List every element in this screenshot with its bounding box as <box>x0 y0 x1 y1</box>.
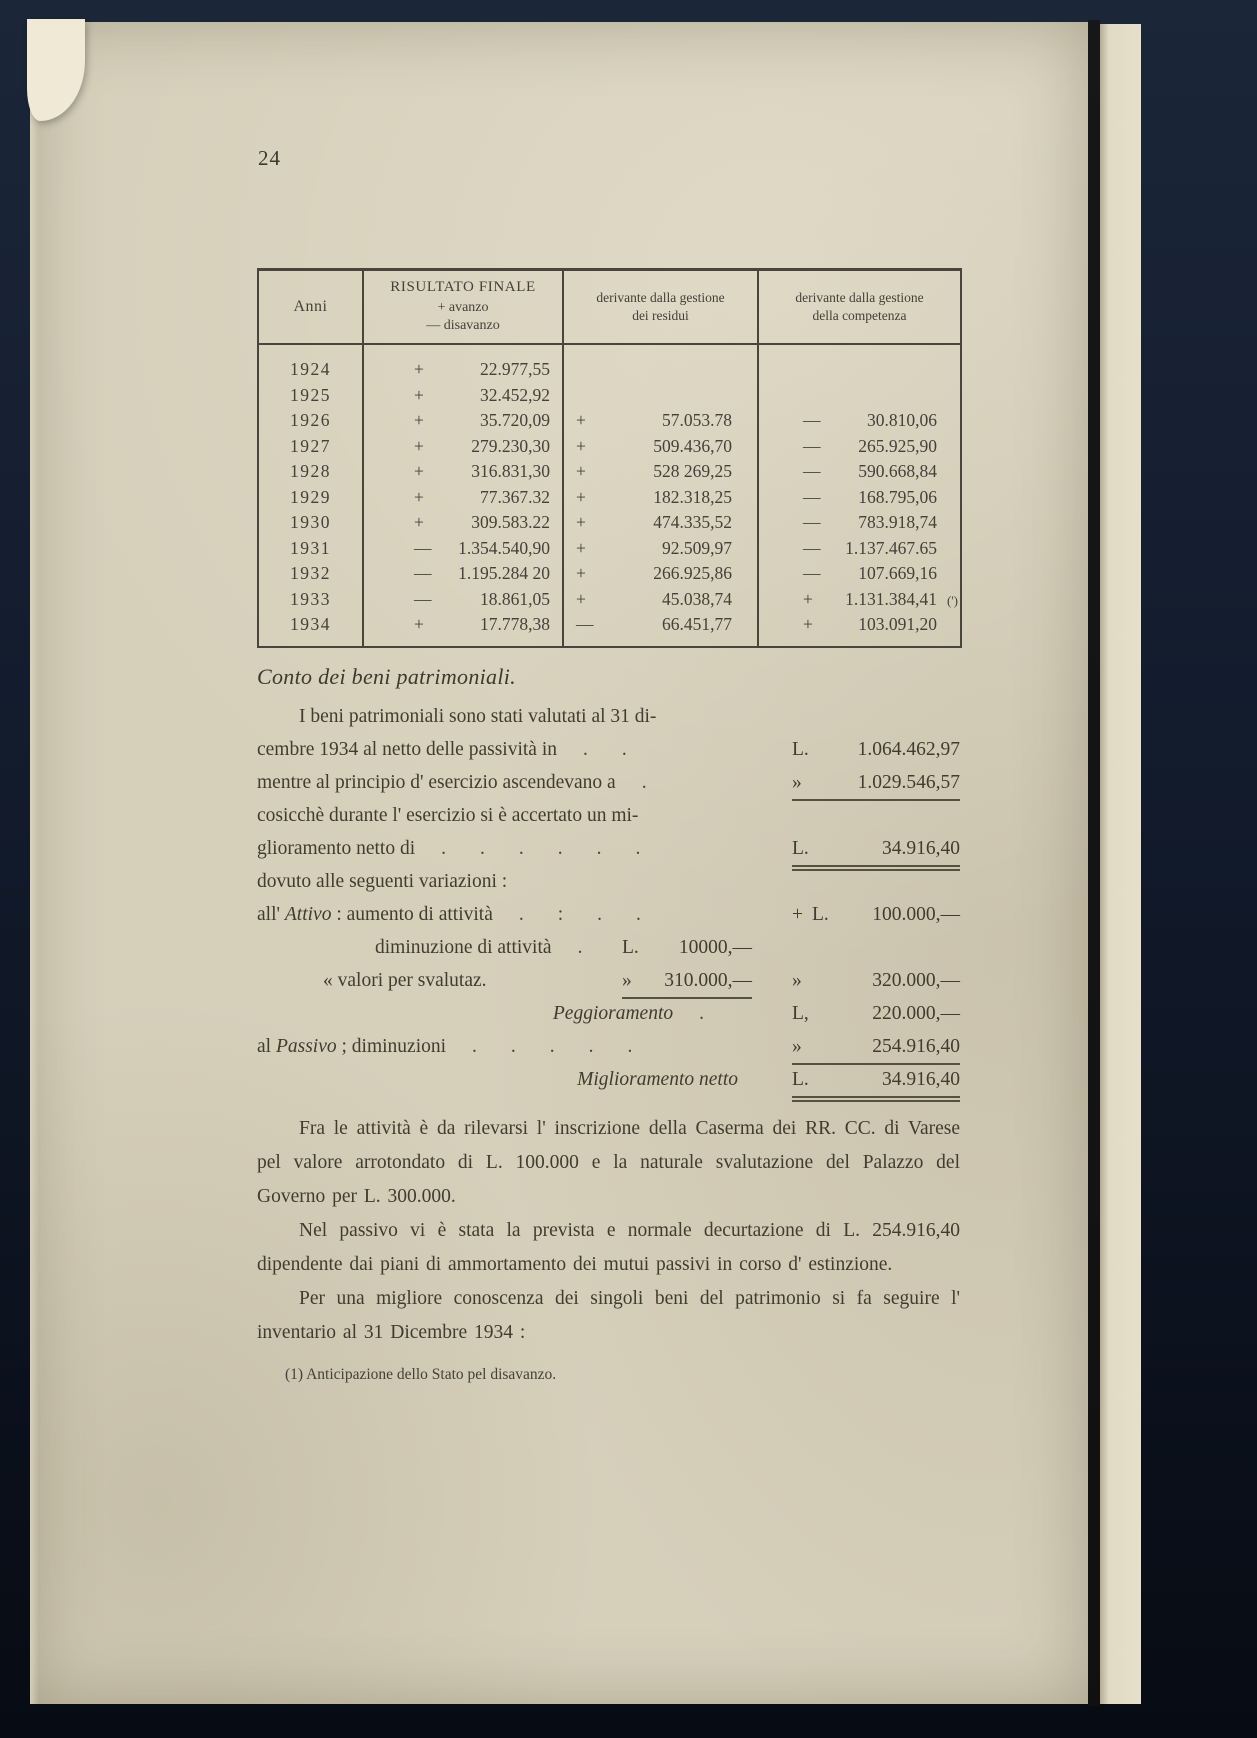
amount: 18.861,05 <box>480 588 550 609</box>
page-content <box>257 268 960 1384</box>
amount-cell <box>363 561 563 587</box>
amount: 783.918,74 <box>858 512 937 532</box>
amount-cell <box>363 459 563 485</box>
footnote-marker: (') <box>946 592 958 608</box>
amount: 77.367.32 <box>480 486 550 507</box>
table-row <box>258 510 961 536</box>
year-cell: 1926 <box>290 410 331 430</box>
amount: 168.795,06 <box>858 486 937 507</box>
amount: 45.038,74 <box>662 588 732 609</box>
line-label: Peggioramento . <box>552 1002 738 1024</box>
amount-cell <box>363 408 563 434</box>
sign: + <box>576 435 586 456</box>
col-header-anni: Anni <box>258 270 363 345</box>
competenza-line2: della competenza <box>812 308 907 323</box>
amount-line <box>257 1030 960 1063</box>
mid-amount: » 310.000,— <box>622 964 752 999</box>
sign: — <box>576 614 594 634</box>
line-label: « valori per svalutaz. <box>323 969 487 991</box>
amount-cell <box>363 612 563 647</box>
amount-cell <box>563 459 758 485</box>
amount: 17.778,38 <box>480 614 550 634</box>
amount: 66.451,77 <box>662 614 732 634</box>
amount: 32.452,92 <box>480 384 550 405</box>
amount: 265.925,90 <box>858 435 937 456</box>
year-cell: 1924 <box>290 359 331 379</box>
sign: + <box>414 359 424 379</box>
line-label: diminuzione di attività . <box>375 936 617 958</box>
amount: 474.335,52 <box>653 512 732 532</box>
financial-lines <box>257 700 960 1096</box>
amount-cell <box>758 344 961 383</box>
sign: — <box>803 435 821 456</box>
line-label: al Passivo ; diminuzioni ..... <box>257 1035 667 1057</box>
paragraphs <box>257 1112 960 1350</box>
amount: 182.318,25 <box>653 486 732 507</box>
sign: — <box>803 410 821 430</box>
table-row <box>258 485 961 511</box>
right-amount: L. 1.064.462,97 <box>792 738 960 760</box>
sign: — <box>803 512 821 532</box>
line-label: cembre 1934 al netto delle passività in .. <box>257 738 661 760</box>
amount: 1.354.540,90 <box>458 537 550 558</box>
page-gap-shadow <box>1088 20 1100 1706</box>
section-heading: Conto dei beni patrimoniali. <box>257 663 516 689</box>
amount: 1.137.467.65 <box>845 537 937 558</box>
risultato-finale-title: RISULTATO FINALE <box>390 279 536 295</box>
amount-cell <box>363 383 563 409</box>
right-amount: L, 220.000,— <box>792 1002 960 1024</box>
adjacent-page-edge <box>1100 24 1141 1704</box>
amount-cell <box>563 612 758 647</box>
sign: — <box>803 537 821 558</box>
results-table <box>257 268 962 648</box>
line-label: glioramento netto di ...... <box>257 837 675 859</box>
sign: + <box>576 537 586 558</box>
sign: — <box>803 563 821 583</box>
amount-cell <box>563 434 758 460</box>
amount: 35.720,09 <box>480 410 550 430</box>
line-label: Miglioramento netto <box>577 1068 738 1090</box>
right-amount: » 320.000,— <box>792 969 960 991</box>
col-header-gestione-residui <box>563 270 758 345</box>
results-table-header <box>258 270 961 345</box>
sign: + <box>414 410 424 430</box>
amount-cell <box>758 536 961 562</box>
sign: + <box>576 563 586 583</box>
amount-cell <box>563 344 758 383</box>
year-cell: 1934 <box>290 614 331 634</box>
amount: 1.131.384,41 <box>845 588 937 609</box>
amount: 316.831,30 <box>471 461 550 481</box>
residui-line1: derivante dalla gestione <box>596 290 725 305</box>
amount: 309.583.22 <box>471 512 550 532</box>
amount: 590.668,84 <box>858 461 937 481</box>
paper-sheet <box>30 22 1088 1704</box>
year-cell: 1927 <box>290 435 331 456</box>
year-cell: 1928 <box>290 461 331 481</box>
table-row <box>258 561 961 587</box>
year-cell: 1930 <box>290 512 331 532</box>
footnote: (1) Anticipazione dello Stato pel disavanzo. <box>285 1365 557 1383</box>
sign: + <box>414 486 424 507</box>
amount-line <box>257 997 960 1030</box>
amount-cell <box>363 485 563 511</box>
table-row <box>258 408 961 434</box>
table-row <box>258 344 961 383</box>
amount-cell <box>563 510 758 536</box>
paragraph: Nel passivo vi è stata la prevista e normale decurtazione di L. 254.916,40 dipendente dai piani di ammortamento dei mutui passivi in corso d' estinzione. <box>257 1219 960 1275</box>
amount-cell <box>758 408 961 434</box>
sign: + <box>414 384 424 405</box>
sign: + <box>576 461 586 481</box>
sign: — <box>803 486 821 507</box>
sign: + <box>576 410 586 430</box>
amount-cell <box>363 434 563 460</box>
mid-amount: L. 10000,— <box>622 936 752 958</box>
right-amount: L. 34.916,40 <box>792 832 960 867</box>
amount-cell <box>758 510 961 536</box>
amount: 92.509,97 <box>662 537 732 558</box>
competenza-line1: derivante dalla gestione <box>795 290 924 305</box>
sign: — <box>414 588 432 609</box>
amount-line <box>257 931 960 964</box>
amount-cell <box>758 561 961 587</box>
amount-line <box>257 733 960 766</box>
amount: 1.195.284 20 <box>458 563 550 583</box>
amount-cell <box>563 536 758 562</box>
text-line: dovuto alle seguenti variazioni : <box>257 870 508 892</box>
amount-cell <box>563 587 758 613</box>
year-cell: 1929 <box>290 486 331 507</box>
line-label: all' Attivo : aumento di attività .:.. <box>257 903 675 925</box>
amount: 22.977,55 <box>480 359 550 379</box>
sign: + <box>803 614 813 634</box>
table-row <box>258 459 961 485</box>
table-row <box>258 536 961 562</box>
table-row <box>258 383 961 409</box>
year-cell: 1925 <box>290 384 331 405</box>
amount-line <box>257 898 960 931</box>
text-line: cosicchè durante l' esercizio si è accertato un mi- <box>257 804 639 826</box>
amount: 266.925,86 <box>653 563 732 583</box>
sign: + <box>414 461 424 481</box>
amount: 30.810,06 <box>867 410 937 430</box>
amount-cell <box>363 344 563 383</box>
amount: 103.091,20 <box>858 614 937 634</box>
col-header-gestione-competenza <box>758 270 961 345</box>
paper-tear <box>27 19 85 121</box>
year-cell: 1933 <box>290 588 331 609</box>
table-row <box>258 587 961 613</box>
right-amount: L. 34.916,40 <box>792 1063 960 1098</box>
right-amount: + L. 100.000,— <box>792 903 960 925</box>
year-cell: 1932 <box>290 563 331 583</box>
sign: + <box>414 512 424 532</box>
amount: 509.436,70 <box>653 435 732 456</box>
table-row <box>258 434 961 460</box>
sign: + <box>576 486 586 507</box>
amount-line <box>257 1063 960 1096</box>
amount-cell <box>563 383 758 409</box>
avanzo-label: + avanzo <box>437 300 489 315</box>
sign: + <box>576 588 586 609</box>
right-amount: » 254.916,40 <box>792 1030 960 1065</box>
amount-cell <box>563 561 758 587</box>
amount-line <box>257 964 960 997</box>
table-row <box>258 612 961 647</box>
amount-cell <box>758 383 961 409</box>
sign: + <box>576 512 586 532</box>
amount-line <box>257 766 960 799</box>
sign: + <box>414 435 424 456</box>
amount-cell <box>758 434 961 460</box>
sign: — <box>803 461 821 481</box>
sign: + <box>803 588 813 609</box>
residui-line2: dei residui <box>632 308 689 323</box>
amount: 57.053.78 <box>662 410 732 430</box>
sign: — <box>414 563 432 583</box>
sign: — <box>414 537 432 558</box>
amount-cell <box>758 485 961 511</box>
text-line: I beni patrimoniali sono stati valutati al 31 di- <box>299 705 657 727</box>
amount: 528 269,25 <box>653 461 732 481</box>
amount-cell <box>563 485 758 511</box>
amount-cell <box>758 612 961 647</box>
amount-cell <box>563 408 758 434</box>
disavanzo-label: — disavanzo <box>426 318 500 333</box>
amount: 279.230,30 <box>471 435 550 456</box>
col-header-risultato-finale <box>363 270 563 345</box>
line-label: mentre al principio d' esercizio ascendevano a . <box>257 771 681 793</box>
results-table-body <box>258 344 961 647</box>
amount-cell <box>758 459 961 485</box>
amount-cell <box>758 587 961 613</box>
amount-cell <box>363 536 563 562</box>
year-cell: 1931 <box>290 537 331 558</box>
page-number: 24 <box>258 146 281 170</box>
paragraph: Fra le attività è da rilevarsi l' inscrizione della Caserma dei RR. CC. di Varese pel valore arrotondato di L. 100.000 e la naturale svalutazione del Palazzo del Governo per L. 300.000. <box>257 1117 960 1207</box>
amount-cell <box>363 510 563 536</box>
sign: + <box>414 614 424 634</box>
amount-line <box>257 832 960 865</box>
amount-cell <box>363 587 563 613</box>
right-amount: » 1.029.546,57 <box>792 766 960 801</box>
amount: 107.669,16 <box>858 563 937 583</box>
paragraph: Per una migliore conoscenza dei singoli beni del patrimonio si fa seguire l' inventario al 31 Dicembre 1934 : <box>257 1287 960 1343</box>
